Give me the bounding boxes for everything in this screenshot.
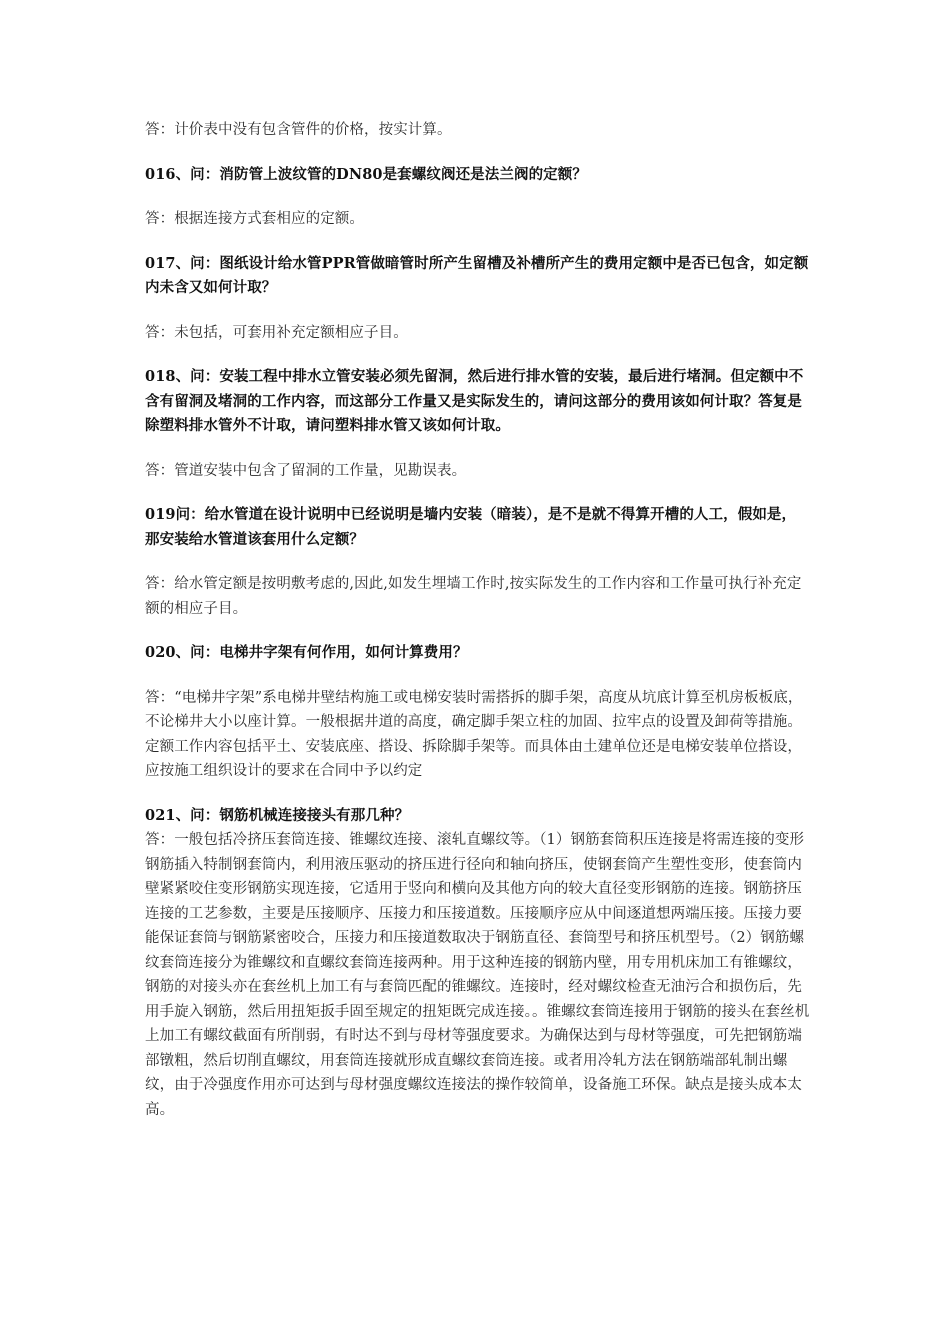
answer-015: 答：计价表中没有包含管件的价格，按实计算。 xyxy=(145,122,452,138)
answer-019: 答：给水管定额是按明敷考虑的,因此,如发生埋墙工作时,按实际发生的工作内容和工作量可执行补充定额的相应子目。 xyxy=(145,576,802,617)
document-page xyxy=(145,118,810,1122)
question-020: 020、问：电梯井字架有何作用，如何计算费用？ xyxy=(145,644,468,661)
answer-017: 答：未包括，可套用补充定额相应子目。 xyxy=(145,324,408,341)
question-017: 017、问：图纸设计给水管PPR管做暗管时所产生留槽及补槽所产生的费用定额中是否已包含，如定额内未含又如何计取？ xyxy=(145,254,809,296)
answer-016: 答：根据连接方式套相应的定额。 xyxy=(145,211,364,227)
question-018: 018、问：安装工程中排水立管安装必须先留洞，然后进行排水管的安装，最后进行堵洞。但定额中不含有留洞及堵洞的工作内容，而这部分工作量又是实际发生的，请问这部分的费用该如何计取？答复是除塑料排水管外不计取，请问塑料排水管又该如何计取。 xyxy=(145,368,804,434)
answer-020: 答：“电梯井字架”系电梯井壁结构施工或电梯安装时需搭拆的脚手架，高度从坑底计算至机房板板底，不论梯井大小以座计算。一般根据井道的高度，确定脚手架立柱的加固、拉牢点的设置及卸荷等措施。定额工作内容包括平土、安装底座、搭设、拆除脚手架等。而具体由土建单位还是电梯安装单位搭设，应按施工组织设计的要求在合同中予以约定 xyxy=(145,689,803,779)
answer-018: 答：管道安装中包含了留洞的工作量，见勘误表。 xyxy=(145,462,467,479)
answer-021: 答：一般包括冷挤压套筒连接、锥螺纹连接、滚轧直螺纹等。（1）钢筋套筒积压连接是将需连接的变形钢筋插入特制钢套筒内，利用液压驱动的挤压进行径向和轴向挤压，使钢套筒产生塑性变形，使套筒内壁紧紧咬住变形钢筋实现连接，它适用于竖向和横向及其他方向的较大直径变形钢筋的连接。钢筋挤压连接的工艺参数，主要是压接顺序、压接力和压接道数。压接顺序应从中间逐道想两端压接。压接力要能保证套筒与钢筋紧密咬合，压接力和压接道数取决于钢筋直径、套筒型号和挤压机型号。（2）钢筋螺纹套筒连接分为锥螺纹和直螺纹套筒连接两种。用于这种连接的钢筋内壁，用专用机床加工有锥螺纹，钢筋的对接头亦在套丝机上加工有与套筒匹配的锥螺纹。连接时，经对螺纹检查无油污合和损伤后，先用手旋入钢筋，然后用扭矩扳手固至规定的扭矩既完成连接。。锥螺纹套筒连接用于钢筋的接头在套丝机上加工有螺纹截面有所削弱，有时达不到与母材等强度要求。为确保达到与母材等强度，可先把钢筋端部镦粗，然后切削直螺纹，用套筒连接就形成直螺纹套筒连接。或者用冷轧方法在钢筋端部轧制出螺纹，由于冷强度作用亦可达到与母材强度螺纹连接法的操作较简单，设备施工环保。缺点是接头成本太高。 xyxy=(145,832,810,1118)
question-016: 016、问：消防管上波纹管的DN80是套螺纹阀还是法兰阀的定额？ xyxy=(145,165,587,183)
question-019: 019问：给水管道在设计说明中已经说明是墙内安装（暗装），是不是就不得算开槽的人工，假如是，那安装给水管道该套用什么定额？ xyxy=(145,506,797,548)
question-021: 021、问：钢筋机械连接接头有那几种？ xyxy=(145,806,410,824)
